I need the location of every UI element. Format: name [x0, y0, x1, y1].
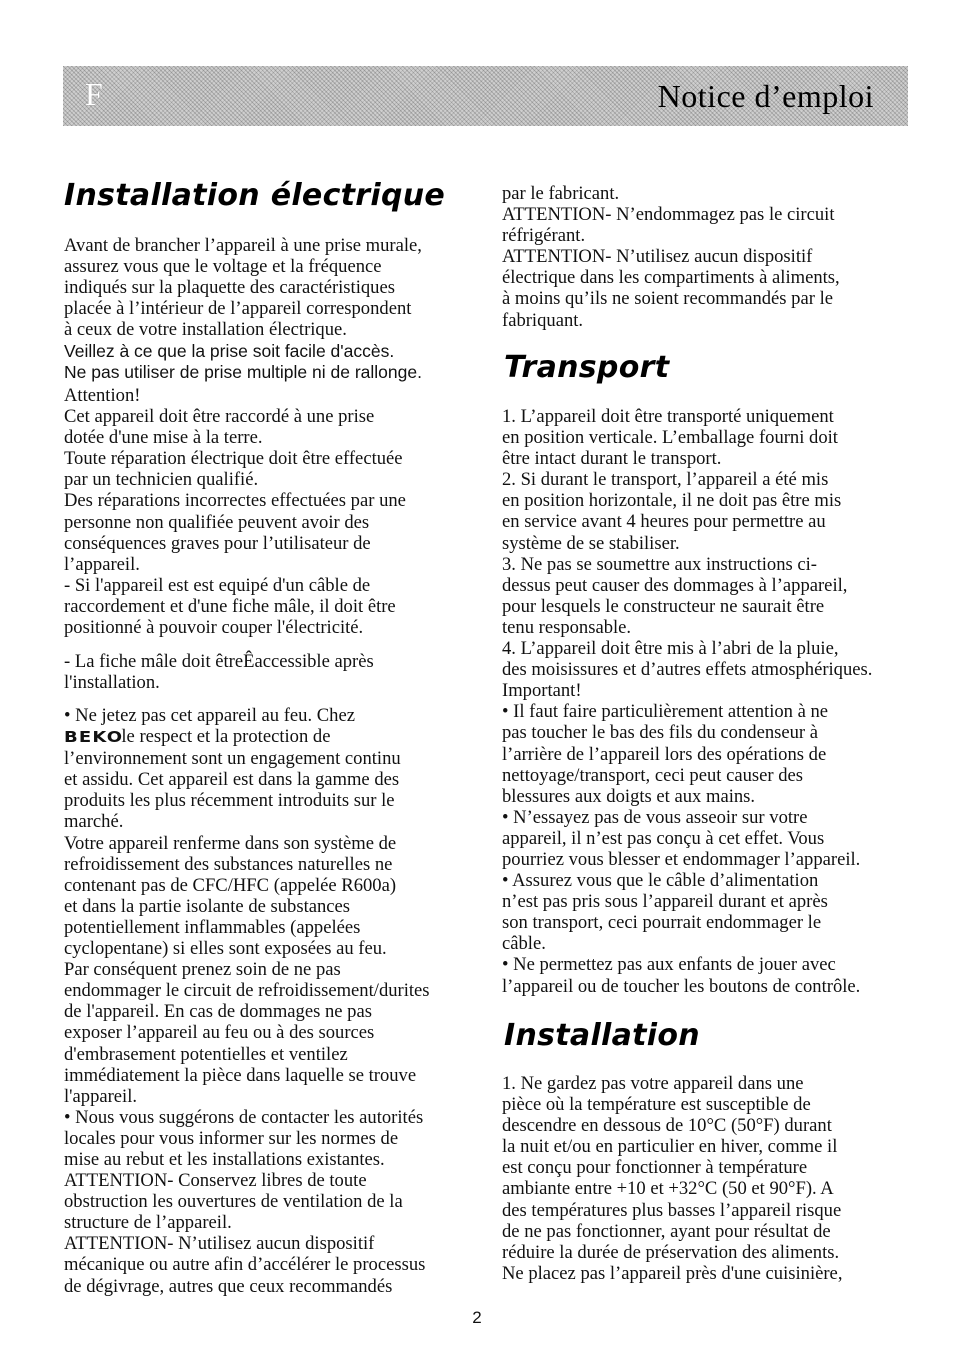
page-title: Notice d’emploi: [657, 78, 874, 114]
paragraph-continued: par le fabricant. ATTENTION- N’endommagez pas le circuit réfrigérant. ATTENTION- N’utilisez aucun dispositif électrique dans les compartiments à aliments, à moins qu’ils ne soient recommandés par le fabriquant.: [502, 183, 840, 331]
fire-body-text: le respect et la protection de l’environnement sont un engagement continu et assidu. Cet appareil est dans la gamme des produits les plus récemment introduits sur le marché. Votre appareil renferme dans son système de refroidissement des substances naturelles ne contenant pas de CFC/HFC (appelée R600a) et dans la partie isolante de substances potentiellement inflammables (appelées cyclopentane) si elles sont exposées au feu. Par conséquent prenez soin de ne pas endommager le circuit de refroidissement/durites de l'appareil. En cas de dommages ne pas exposer l’appareil au feu ou à des sources d'embrasement potentielles et ventilez immédiatement la pièce dans laquelle se trouve l'appareil. • Nous vous suggérons de contacter les autorités locales pour vous informer sur les normes de mise au rebut et les installations existantes. ATTENTION- Conservez libres de toute obstruction les ouvertures de ventilation de la structure de l’appareil. ATTENTION- N’utilisez aucun dispositif mécanique ou autre afin d’accélérer le processus de dégivrage, autres que ceux recommandés: [64, 726, 430, 1297]
paragraph-safety: Attention! Cet appareil doit être raccordé à une prise dotée d'une mise à la terre. Toute réparation électrique doit être effectuée par un technicien qualifié. Des réparations incorrectes effectuées par une personne non qualifiée peuvent avoir des conséquences graves pour l’utilisateur de l’appareil. - Si l'appareil est est equipé d'un câble de raccordement et d'une fiche mâle, il doit être positionné à pouvoir couper l'électricité.: [64, 385, 406, 639]
header-banner: [63, 66, 908, 126]
page-number: 2: [472, 1308, 482, 1327]
paragraph-intro: Avant de brancher l’appareil à une prise murale, assurez vous que le voltage et la fréquence indiqués sur la plaquette des caractéristiques placée à l’intérieur de l’appareil correspondent à ceux de votre installation électrique.: [64, 235, 422, 341]
section-letter: F: [85, 76, 103, 112]
paragraph-transport: 1. L’appareil doit être transporté uniquement en position verticale. L’emballage fourni doit être intact durant le transport. 2. Si durant le transport, l’appareil a été mis en position horizontale, il ne doit pas être mis en service avant 4 heures pour permettre au système de se stabiliser. 3. Ne pas se soumettre aux instructions ci- dessus peut causer des dommages à l’appareil, pour lesquels le constructeur ne saurait être tenu responsable. 4. L’appareil doit être mis à l’abri de la pluie, des moisissures et d’autres effets atmosphériques. Important! • Il faut faire particulièrement attention à ne pas toucher le bas des fils du condenseur à l’arrière de l’appareil lors des opérations de nettoyage/transport, ceci peut causer des blessures aux doigts et aux mains. • N’essayez pas de vous asseoir sur votre appareil, il n’est pas conçu à cet effet. Vous pourriez vous blesser et endommager l’appareil. • Assurez vous que le câble d’alimentation n’est pas pris sous l’appareil durant et après son transport, ceci pourrait endommager le câble. • Ne permettez pas aux enfants de jouer avec l’appareil ou de toucher les boutons de contrôle.: [502, 406, 873, 997]
paragraph-plug-access: - La fiche mâle doit êtreÊaccessible après l'installation.: [64, 651, 374, 694]
paragraph-plug-notice: [64, 341, 474, 383]
heading-transport: Transport: [504, 350, 670, 385]
plug-notice-text: Veillez à ce que la prise soit facile d'accès. Ne pas utiliser de prise multiple ni de rallonge.: [64, 341, 422, 383]
beko-logo: BEKO: [64, 728, 124, 747]
heading-installation-electrique: Installation électrique: [64, 178, 446, 213]
paragraph-installation: 1. Ne gardez pas votre appareil dans une pièce où la température est susceptible de descendre en dessous de 10°C (50°F) durant la nuit et/ou en particulier en hiver, comme il est conçu pour fonctionner à température ambiante entre +10 et +32°C (50 et 90°F). A des températures plus basses l’appareil risque de ne pas fonctionner, ayant pour résultat de réduire la durée de préservation des aliments. Ne placez pas l’appareil près d'une cuisinière,: [502, 1073, 843, 1284]
fire-lead-text: • Ne jetez pas cet appareil au feu. Chez: [64, 705, 355, 726]
paragraph-fire: [64, 705, 474, 1297]
heading-installation: Installation: [504, 1018, 700, 1053]
